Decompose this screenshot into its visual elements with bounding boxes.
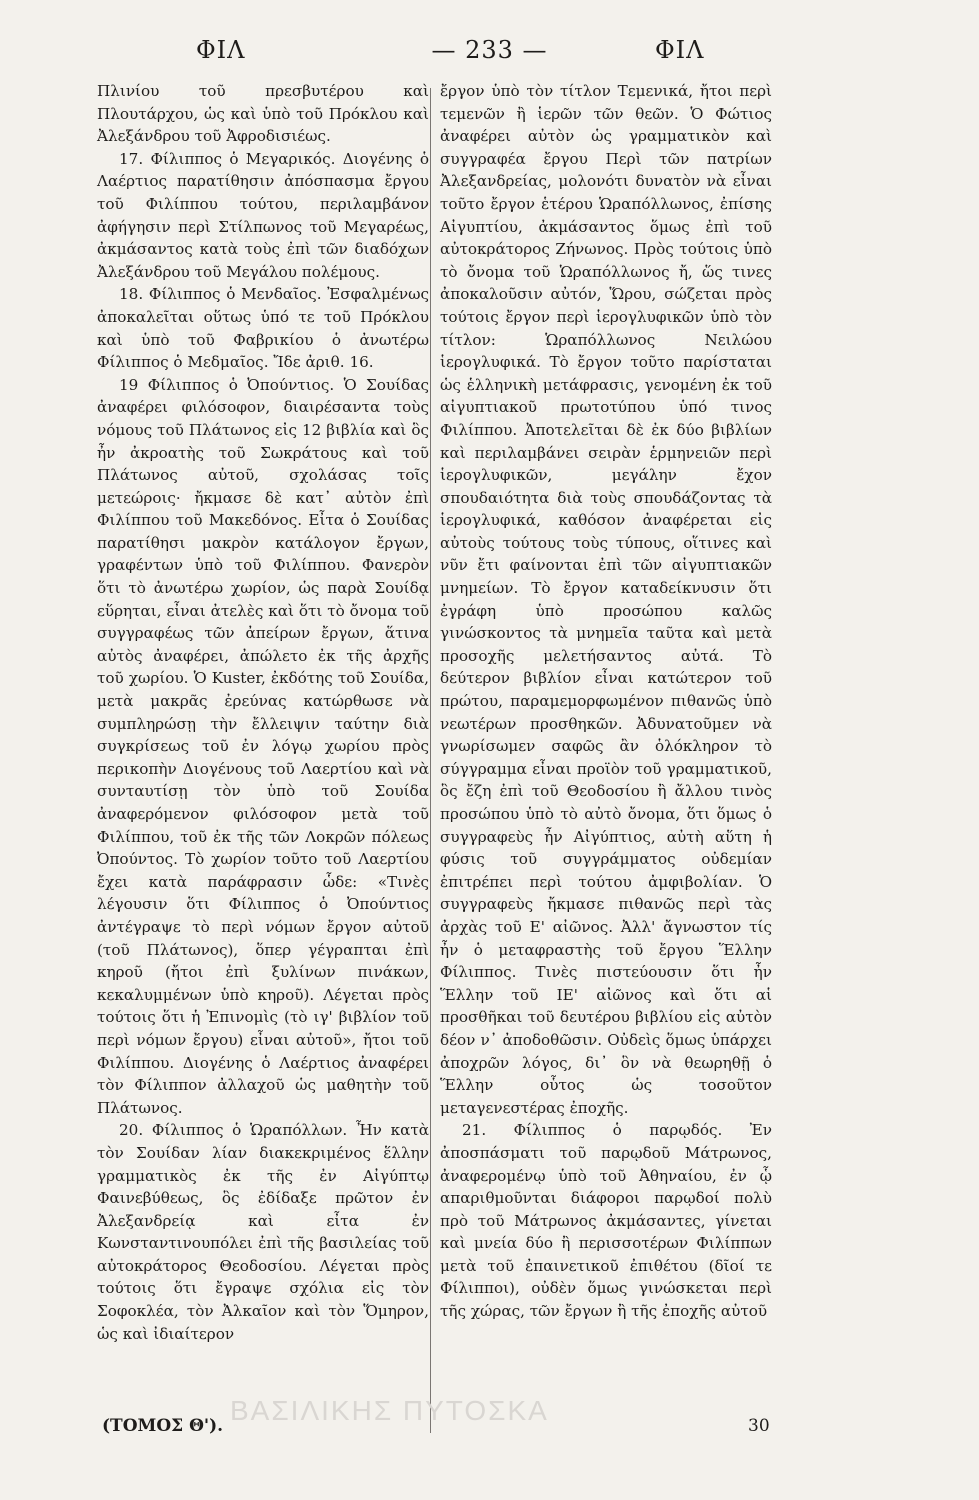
paragraph: 17. Φίλιππος ὁ Μεγαρικός. Διογένης ὁ Λαέρτιος παρατίθησιν ἀπόσπασμα ἔργου τοῦ Φιλίππου τούτου, περιλαμβάνον ἀφήγησιν περὶ Στίλπωνος τοῦ Μεγαρέως, ἀκμάσαντος κατὰ τοὺς ἐπὶ τῶν διαδόχων Ἀλεξάνδρου τοῦ Μεγάλου πολέμους. (97, 149, 429, 281)
paragraph: 19 Φίλιππος ὁ Ὀπούντιος. Ὁ Σουίδας ἀναφέρει φιλόσοφον, διαιρέσαντα τοὺς νόμους τοῦ Πλάτωνος εἰς 12 βιβλία καὶ ὃς ἦν ἀκροατὴς τοῦ Σωκράτους καὶ τοῦ Πλάτωνος αὐτοῦ, σχολάσας τοῖς μετεώροις· ἤκμασε δὲ κατ᾽ αὐτὸν ἐπὶ Φιλίππου τοῦ Μακεδόνος. Εἶτα ὁ Σουίδας παρατίθησι μακρὸν κατάλογον ἔργων, γραφέντων ὑπὸ τοῦ Φιλίππου. Φανερὸν ὅτι τὸ ἀνωτέρω χωρίον, ὡς παρὰ Σουίδᾳ εὕρηται, εἶναι ἀτελὲς καὶ ὅτι τὸ ὄνομα τοῦ συγγραφέως τῶν ἀπείρων ἔργων, ἅτινα αὐτὸς ἀναφέρει, ἀπώλετο ἐκ τῆς ἀρχῆς τοῦ χωρίου. Ὁ Kuster, ἐκδότης τοῦ Σουίδα, μετὰ μακρᾶς ἐρεύνας κατώρθωσε νὰ συμπληρώσῃ τὴν ἔλλειψιν ταύτην διὰ συγκρίσεως τοῦ ἐν λόγῳ χωρίου πρὸς περικοπὴν Διογένους τοῦ Λαερτίου καὶ νὰ συνταυτίσῃ τὸν ὑπὸ τοῦ Σουίδα ἀναφερόμενον φιλόσοφον μετὰ τοῦ Φιλίππου, τοῦ ἐκ τῆς τῶν Λοκρῶν πόλεως Ὀπούντος. Τὸ χωρίον τοῦτο τοῦ Λαερτίου ἔχει κατὰ παράφρασιν ὧδε: «Τινὲς λέγουσιν ὅτι Φίλιππος ὁ Ὀπούντιος ἀντέγραψε τὸ περὶ νόμων ἔργον αὐτοῦ (τοῦ Πλάτωνος), ὅπερ γέγραπται ἐπὶ κηροῦ (ἤτοι ἐπὶ ξυλίνων πινάκων, κεκαλυμμένων ὑπὸ κηροῦ). Λέγεται πρὸς τούτοις ὅτι ἡ Ἐπινομὶς (τὸ ιγ' βιβλίον τοῦ περὶ νόμων ἔργου) εἶναι αὐτοῦ», ἤτοι τοῦ Φιλίππου. Διογένης ὁ Λαέρτιος ἀναφέρει τὸν Φίλιππον ἀλλαχοῦ ὡς μαθητὴν τοῦ Πλάτωνος. (97, 375, 429, 1117)
header-left-keyword: ΦΙΛ (196, 36, 246, 64)
signature-number: 30 (748, 1416, 770, 1436)
left-column (97, 80, 429, 1345)
header-right-keyword: ΦΙΛ (655, 36, 705, 64)
page-number-header: — 233 — (431, 36, 548, 64)
paragraph: 18. Φίλιππος ὁ Μενδαῖος. Ἐσφαλμένως ἀποκαλεῖται οὕτως ὑπό τε τοῦ Πρόκλου καὶ ὑπὸ τοῦ Φαβρικίου ὁ ἀνωτέρω Φίλιππος ὁ Μεδμαῖος. Ἴδε ἀριθ. 16. (97, 285, 429, 372)
volume-label: (ΤΟΜΟΣ Θ'). (102, 1416, 224, 1436)
running-header (0, 30, 979, 70)
column-divider (430, 88, 431, 1433)
paragraph: 20. Φίλιππος ὁ Ὡραπόλλων. Ἦν κατὰ τὸν Σουίδαν λίαν διακεκριμένος ἕλλην γραμματικὸς ἐκ τῆς ἐν Αἰγύπτῳ Φαινεβύθεως, ὃς ἐδίδαξε πρῶτον ἐν Ἀλεξανδρείᾳ καὶ εἶτα ἐν Κωνσταντινουπόλει ἐπὶ τῆς βασιλείας τοῦ αὐτοκράτορος Θεοδοσίου. Λέγεται πρὸς τούτοις ὅτι ἔγραψε σχόλια εἰς τὸν Σοφοκλέα, τὸν Ἀλκαῖον καὶ τὸν Ὅμηρον, ὡς καὶ ἰδιαίτερον (97, 1121, 429, 1343)
page-footer (0, 1402, 979, 1436)
paragraph: ἔργον ὑπὸ τὸν τίτλον Τεμενικά, ἤτοι περὶ τεμενῶν ἢ ἱερῶν τῶν θεῶν. Ὁ Φώτιος ἀναφέρει αὐτὸν ὡς γραμματικὸν καὶ συγγραφέα ἔργου Περὶ τῶν πατρίων Ἀλεξανδρείας, μολονότι δυνατὸν νὰ εἶναι τοῦτο ἔργον ἑτέρου Ὡραπόλλωνος, ἐπίσης Αἰγυπτίου, ἀκμάσαντος ὅμως ἐπὶ τοῦ αὐτοκράτορος Ζήνωνος. Πρὸς τούτοις ὑπὸ τὸ ὄνομα τοῦ Ὡραπόλλωνος ἤ, ὥς τινες ἀποκαλοῦσιν αὐτόν, Ὥρου, σώζεται πρὸς τούτοις ἔργον περὶ ἱερογλυφικῶν ὑπὸ τὸν τίτλον: Ὡραπόλλωνος Νειλώου ἱερογλυφικά. Τὸ ἔργον τοῦτο παρίσταται ὡς ἑλληνικὴ μετάφρασις, γενομένη ἐκ τοῦ αἰγυπτιακοῦ πρωτοτύπου ὑπό τινος Φιλίππου. Ἀποτελεῖται δὲ ἐκ δύο βιβλίων καὶ περιλαμβάνει σειρὰν ἑρμηνειῶν περὶ ἱερογλυφικῶν, μεγάλην ἔχον σπουδαιότητα διὰ τοὺς σπουδάζοντας τὰ ἱερογλυφικά, καθόσον ἀναφέρεται εἰς αὐτοὺς τούτους τοὺς τύπους, οἵτινες καὶ νῦν ἔτι φαίνονται ἐπὶ τῶν αἰγυπτιακῶν μνημείων. Τὸ ἔργον καταδείκνυσιν ὅτι ἐγράφη ὑπὸ προσώπου καλῶς γινώσκοντος τὰ μνημεῖα ταῦτα καὶ μετὰ προσοχῆς μελετήσαντος αὐτά. Τὸ δεύτερον βιβλίον εἶναι κατώτερον τοῦ πρώτου, παραμεμορφωμένον πιθανῶς ὑπὸ νεωτέρων προσθηκῶν. Ἀδυνατοῦμεν νὰ γνωρίσωμεν σαφῶς ἂν ὁλόκληρον τὸ σύγγραμμα εἶναι προϊὸν τοῦ γραμματικοῦ, ὃς ἔζη ἐπὶ τοῦ Θεοδοσίου ἢ ἄλλου τινὸς προσώπου ὑπὸ τὸ αὐτὸ ὄνομα, ὅτι ὅμως ὁ συγγραφεὺς ἦν Αἰγύπτιος, αὐτὴ αὕτη ἡ φύσις τοῦ συγγράμματος οὐδεμίαν ἐπιτρέπει περὶ τούτου ἀμφιβολίαν. Ὁ συγγραφεὺς ἤκμασε πιθανῶς περὶ τὰς ἀρχὰς τοῦ Ε' αἰῶνος. Ἀλλ' ἄγνωστον τίς ἦν ὁ μεταφραστὴς τοῦ ἔργου Ἕλλην Φίλιππος. Τινὲς πιστεύουσιν ὅτι ἦν Ἕλλην τοῦ ΙΕ' αἰῶνος καὶ ὅτι αἱ προσθῆκαι τοῦ δευτέρου βιβλίου εἰς αὐτὸν δέον ν᾽ ἀποδοθῶσιν. Οὐδεὶς ὅμως ὑπάρχει ἀποχρῶν λόγος, δι᾽ ὃν νὰ θεωρηθῇ ὁ Ἕλλην οὗτος ὡς τοσοῦτον μεταγενεστέρας ἐποχῆς. (440, 82, 772, 1117)
watermark-text: ΒΑΣΙΛΙΚΗΣ ΠΥΤΟΣΚΑ (230, 1395, 549, 1426)
paragraph: 21. Φίλιππος ὁ παρῳδός. Ἐν ἀποσπάσματι τοῦ παρῳδοῦ Μάτρωνος, ἀναφερομένῳ ὑπὸ τοῦ Ἀθηναίου, ἐν ᾧ απαριθμοῦνται διάφοροι παρῳδοί πολὺ πρὸ τοῦ Μάτρωνος ἀκμάσαντες, γίνεται καὶ μνεία δύο ἢ περισσοτέρων Φιλίππων μετὰ τοῦ ἐπαινετικοῦ ἐπιθέτου (δῖοί τε Φίλιπποι), οὐδὲν ὅμως γινώσκεται περὶ τῆς χώρας, τῶν ἔργων ἢ τῆς ἐποχῆς αὐτοῦ (440, 1121, 772, 1321)
paragraph: Πλινίου τοῦ πρεσβυτέρου καὶ Πλουτάρχου, ὡς καὶ ὑπὸ τοῦ Πρόκλου καὶ Ἀλεξάνδρου τοῦ Ἀφροδισιέως. (97, 82, 429, 146)
right-column (440, 80, 772, 1323)
